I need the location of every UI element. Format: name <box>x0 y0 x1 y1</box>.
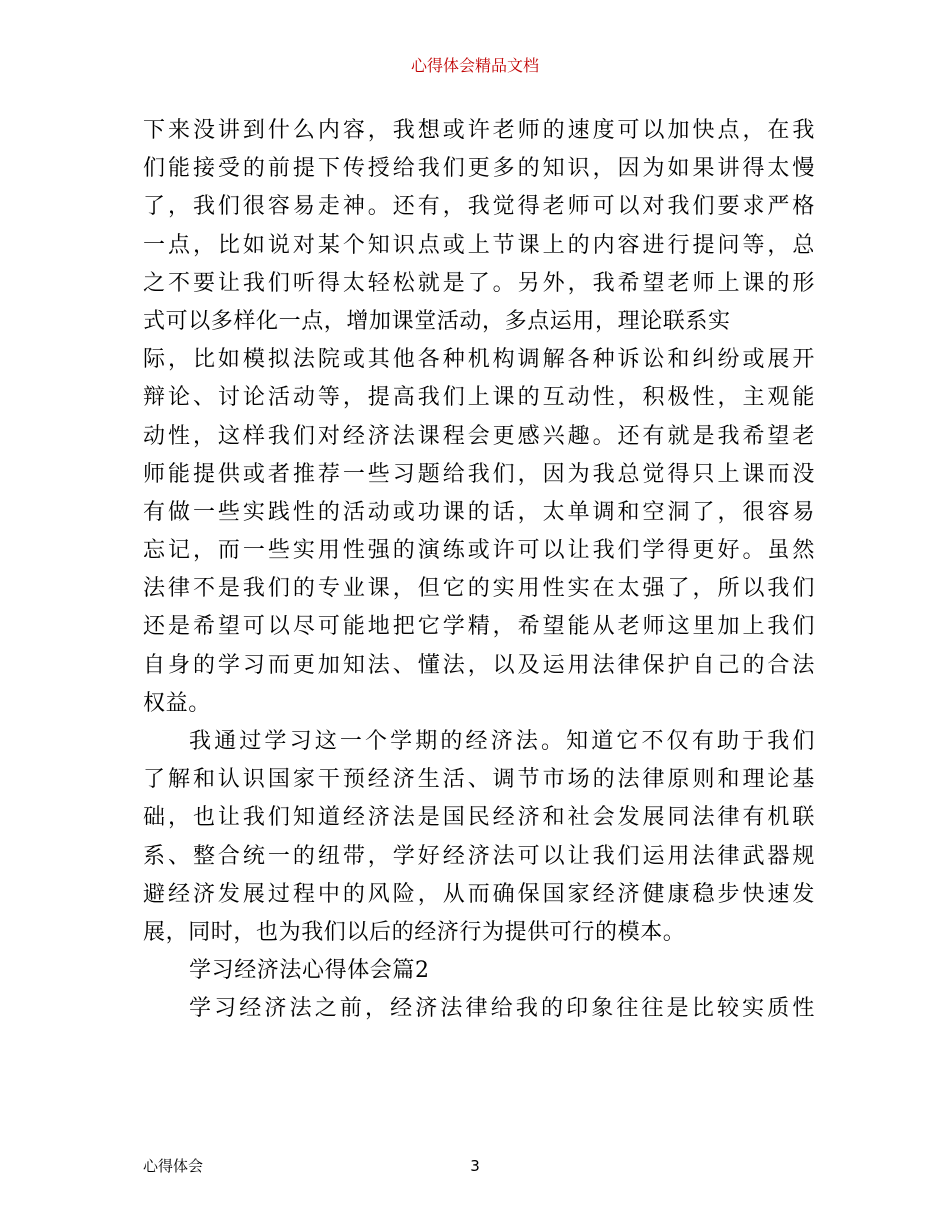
body-line: 一点，比如说对某个知识点或上节课上的内容进行提问等，总 <box>143 232 815 258</box>
body-line: 础，也让我们知道经济法是国民经济和社会发展同法律有机联 <box>143 805 815 831</box>
body-line: 忘记，而一些实用性强的演练或许可以让我们学得更好。虽然 <box>143 538 815 564</box>
body-line: 际，比如模拟法院或其他各种机构调解各种诉讼和纠纷或展开 <box>143 347 815 373</box>
body-line: 下来没讲到什么内容，我想或许老师的速度可以加快点，在我 <box>143 118 815 143</box>
paragraph-first-line: 学习经济法之前，经济法律给我的印象往往是比较实质性 <box>189 996 815 1022</box>
body-line: 自身的学习而更加知法、懂法，以及运用法律保护自己的合法 <box>143 652 815 678</box>
body-line: 有做一些实践性的活动或功课的话，太单调和空洞了，很容易 <box>143 499 815 525</box>
paragraph-first-line: 我通过学习这一个学期的经济法。知道它不仅有助于我们 <box>189 729 815 754</box>
body-line: 避经济发展过程中的风险，从而确保国家经济健康稳步快速发 <box>143 881 815 907</box>
body-line: 辩论、讨论活动等，提高我们上课的互动性，积极性，主观能 <box>143 385 815 411</box>
document-header-title: 心得体会精品文档 <box>410 56 539 75</box>
body-line: 了解和认识国家干预经济生活、调节市场的法律原则和理论基 <box>143 767 815 793</box>
body-line: 动性，这样我们对经济法课程会更感兴趣。还有就是我希望老 <box>143 423 815 449</box>
document-body <box>143 112 815 1029</box>
page-number: 3 <box>470 1157 480 1175</box>
footer-label: 心得体会 <box>143 1157 204 1175</box>
body-line: 展，同时，也为我们以后的经济行为提供可行的模本。 <box>143 919 686 945</box>
body-line: 法律不是我们的专业课，但它的实用性实在太强了，所以我们 <box>143 576 815 602</box>
body-line: 权益。 <box>143 690 211 716</box>
body-line: 式可以多样化一点，增加课堂活动，多点运用，理论联系实 <box>143 308 731 334</box>
body-line: 了，我们很容易走神。还有，我觉得老师可以对我们要求严格 <box>143 194 815 220</box>
section-heading: 学习经济法心得体会篇2 <box>189 958 430 984</box>
body-line: 师能提供或者推荐一些习题给我们，因为我总觉得只上课而没 <box>143 461 815 487</box>
body-line: 们能接受的前提下传授给我们更多的知识，因为如果讲得太慢 <box>143 156 815 182</box>
body-line: 系、整合统一的纽带，学好经济法可以让我们运用法律武器规 <box>143 843 815 869</box>
body-line: 之不要让我们听得太轻松就是了。另外，我希望老师上课的形 <box>143 270 815 296</box>
body-line: 还是希望可以尽可能地把它学精，希望能从老师这里加上我们 <box>143 614 815 640</box>
